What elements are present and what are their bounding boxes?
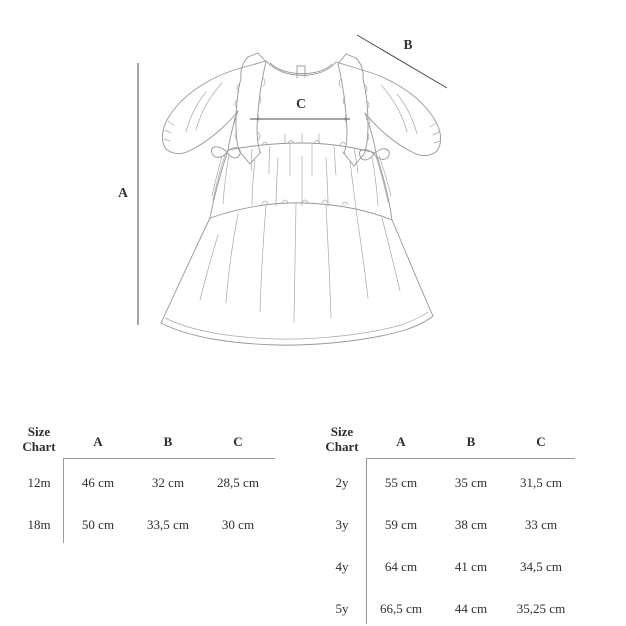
size-label-cell: 2y: [335, 475, 349, 490]
table-horizontal-rule: [63, 458, 275, 459]
col-header-b: B: [163, 434, 173, 449]
table-title: Size Chart: [22, 424, 56, 454]
col-header-a: A: [396, 434, 406, 449]
table-row: [318, 546, 580, 588]
value-cell: 33 cm: [524, 517, 558, 532]
value-cell: 34,5 cm: [520, 559, 562, 574]
value-cell: 31,5 cm: [520, 475, 562, 490]
size-label-cell: 5y: [335, 601, 349, 616]
measurement-a: [118, 63, 138, 325]
measurement-b: [357, 35, 447, 88]
measure-label-c: C: [296, 96, 306, 111]
value-cell: 55 cm: [384, 475, 418, 490]
table-row: [318, 588, 580, 626]
table-horizontal-rule: [366, 458, 575, 459]
size-label-cell: 3y: [335, 517, 349, 532]
value-cell: 46 cm: [81, 475, 115, 490]
table-row: [15, 504, 275, 546]
table-row: [318, 462, 580, 504]
value-cell: 35,25 cm: [516, 601, 566, 616]
col-header-c: C: [536, 434, 546, 449]
size-label-cell: 18m: [27, 517, 51, 532]
table-header: [318, 420, 580, 458]
size-label-cell: 12m: [27, 475, 51, 490]
table-row: [318, 504, 580, 546]
measure-label-b: B: [403, 37, 413, 52]
value-cell: 44 cm: [454, 601, 488, 616]
value-cell: 59 cm: [384, 517, 418, 532]
table-header: [15, 420, 275, 458]
size-chart-table-years: [318, 420, 580, 626]
value-cell: 30 cm: [221, 517, 255, 532]
size-label-cell: 4y: [335, 559, 349, 574]
value-cell: 66,5 cm: [380, 601, 422, 616]
col-header-c: C: [233, 434, 243, 449]
table-vertical-rule: [63, 458, 64, 543]
measurement-c: [250, 96, 350, 119]
value-cell: 33,5 cm: [147, 517, 189, 532]
value-cell: 64 cm: [384, 559, 418, 574]
size-chart-table-months: [15, 420, 275, 565]
table-row: [15, 462, 275, 504]
value-cell: 32 cm: [151, 475, 185, 490]
table-vertical-rule: [366, 458, 367, 624]
value-cell: 35 cm: [454, 475, 488, 490]
table-title: Size Chart: [325, 424, 359, 454]
value-cell: 41 cm: [454, 559, 488, 574]
value-cell: 28,5 cm: [217, 475, 259, 490]
value-cell: 38 cm: [454, 517, 488, 532]
measure-arrow-b: [357, 35, 447, 88]
value-cell: 50 cm: [81, 517, 115, 532]
col-header-b: B: [466, 434, 476, 449]
col-header-a: A: [93, 434, 103, 449]
measure-label-a: A: [118, 185, 128, 200]
